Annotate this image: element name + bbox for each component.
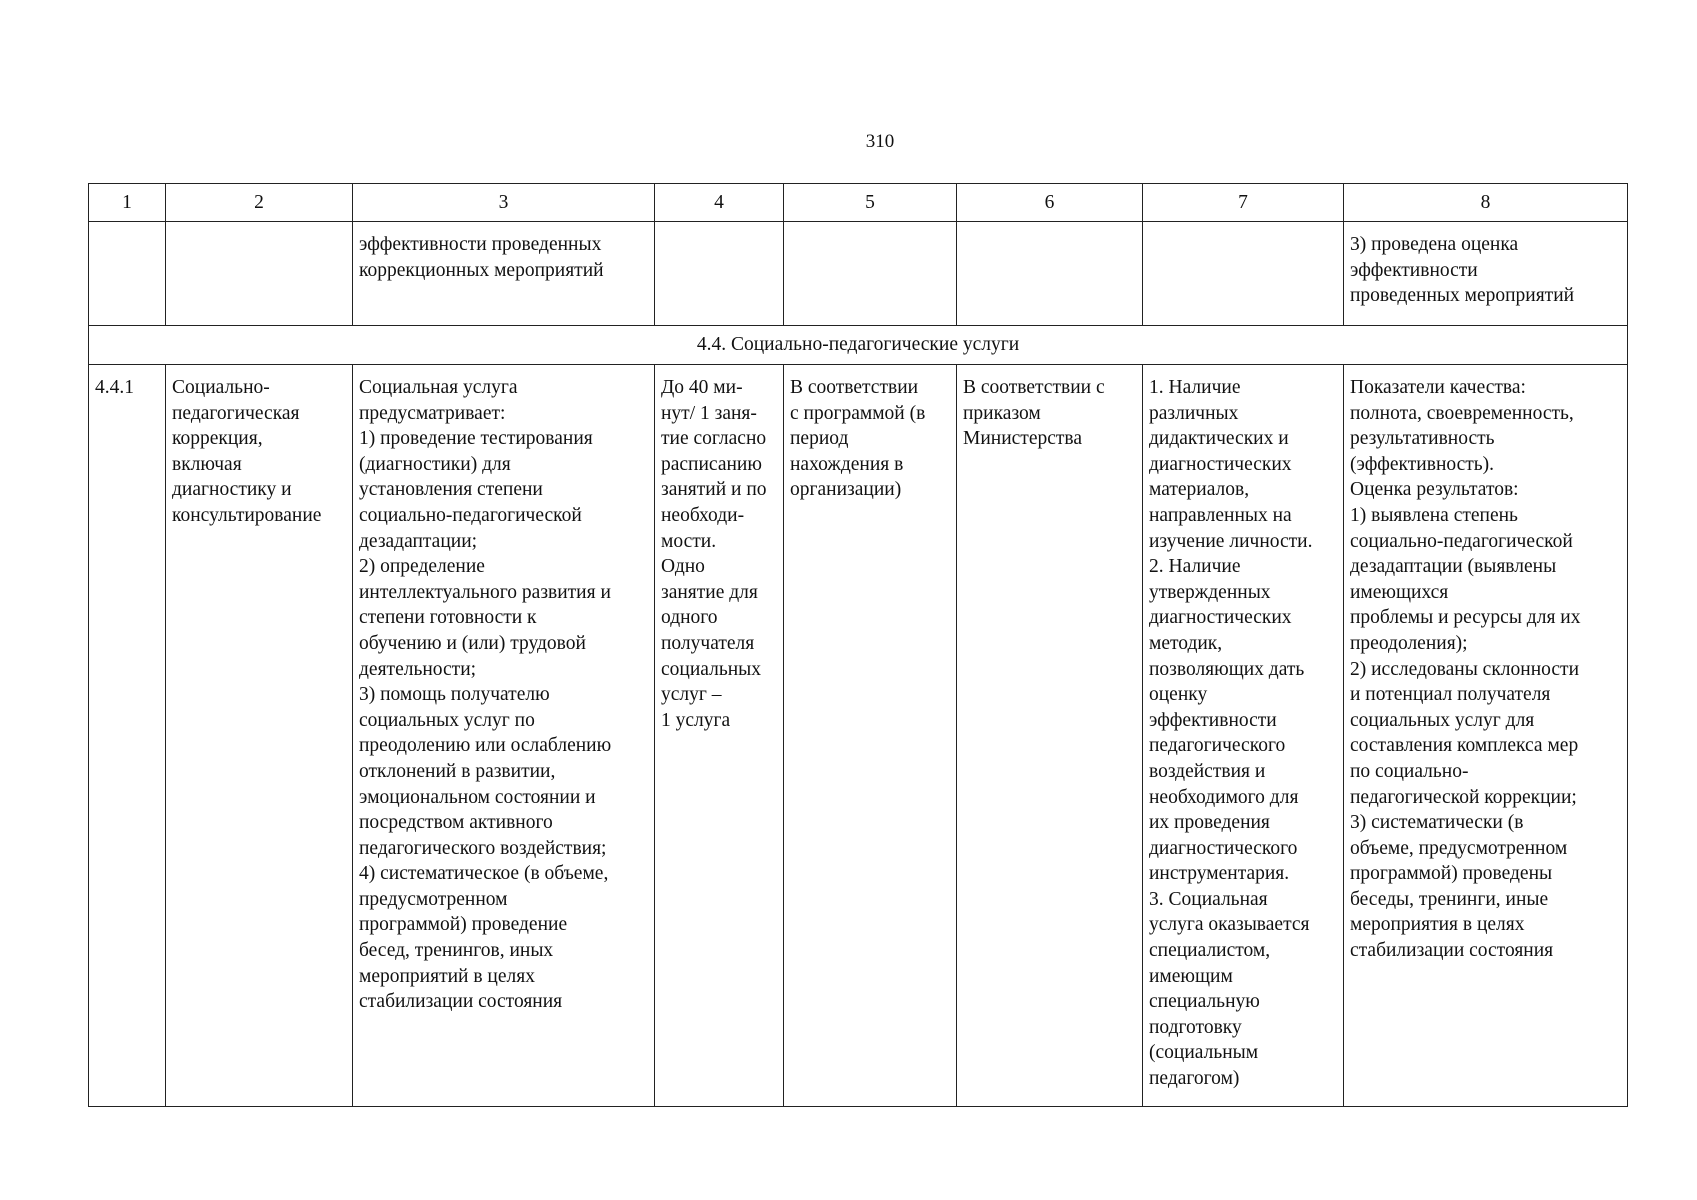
empty-cell: [1143, 222, 1344, 326]
continuation-quality-cell: 3) проведена оценка эффективности проведенных мероприятий: [1344, 222, 1628, 326]
continuation-row: [89, 222, 1628, 326]
empty-cell: [655, 222, 784, 326]
column-header: 6: [957, 184, 1143, 222]
column-header: 3: [353, 184, 655, 222]
column-header: 1: [89, 184, 166, 222]
empty-cell: [957, 222, 1143, 326]
empty-cell: [784, 222, 957, 326]
service-conditions-cell: 1. Наличие различных дидактических и диагностических материалов, направленных на изучение личности. 2. Наличие утвержденных диагностических методик, позволяющих дать оценку эффективности педагогического воздействия и необходимого для их проведения диагностического инструментария. 3. Социальная услуга оказывается специалистом, имеющим специальную подготовку (социальным педагогом): [1143, 365, 1344, 1107]
services-table: [88, 183, 1628, 1107]
service-name-cell: Социально- педагогическая коррекция, включая диагностику и консультирование: [166, 365, 353, 1107]
service-code-cell: 4.4.1: [89, 365, 166, 1107]
service-duration-cell: До 40 ми- нут/ 1 заня- тие согласно расписанию занятий и по необходи- мости. Одно занятие для одного получателя социальных услуг – 1 услуга: [655, 365, 784, 1107]
service-term-cell: В соответствии с программой (в период нахождения в организации): [784, 365, 957, 1107]
section-heading-row: [89, 326, 1628, 365]
column-number-row: [89, 184, 1628, 222]
section-title: 4.4. Социально-педагогические услуги: [89, 326, 1628, 365]
column-header: 8: [1344, 184, 1628, 222]
column-header: 5: [784, 184, 957, 222]
column-header: 4: [655, 184, 784, 222]
empty-cell: [89, 222, 166, 326]
continuation-description-cell: эффективности проведенных коррекционных мероприятий: [353, 222, 655, 326]
service-description-cell: Социальная услуга предусматривает: 1) проведение тестирования (диагностики) для установления степени социально-педагогической дезадаптации; 2) определение интеллектуального развития и степени готовности к обучению и (или) трудовой деятельности; 3) помощь получателю социальных услуг по преодолению или ослаблению отклонений в развитии, эмоциональном состоянии и посредством активного педагогического воздействия; 4) систематическое (в объеме, предусмотренном программой) проведение бесед, тренингов, иных мероприятий в целях стабилизации состояния: [353, 365, 655, 1107]
column-header: 7: [1143, 184, 1344, 222]
page-number: 310: [865, 131, 895, 152]
column-header: 2: [166, 184, 353, 222]
service-tariff-cell: В соответствии с приказом Министерства: [957, 365, 1143, 1107]
service-quality-cell: Показатели качества: полнота, своевременность, результативность (эффективность). Оценка результатов: 1) выявлена степень социально-педагогической дезадаптации (выявлены имеющихся проблемы и ресурсы для их преодоления); 2) исследованы склонности и потенциал получателя социальных услуг для составления комплекса мер по социально- педагогической коррекции; 3) систематически (в объеме, предусмотренном программой) проведены беседы, тренинги, иные мероприятия в целях стабилизации состояния: [1344, 365, 1628, 1107]
table-row: [89, 365, 1628, 1107]
empty-cell: [166, 222, 353, 326]
